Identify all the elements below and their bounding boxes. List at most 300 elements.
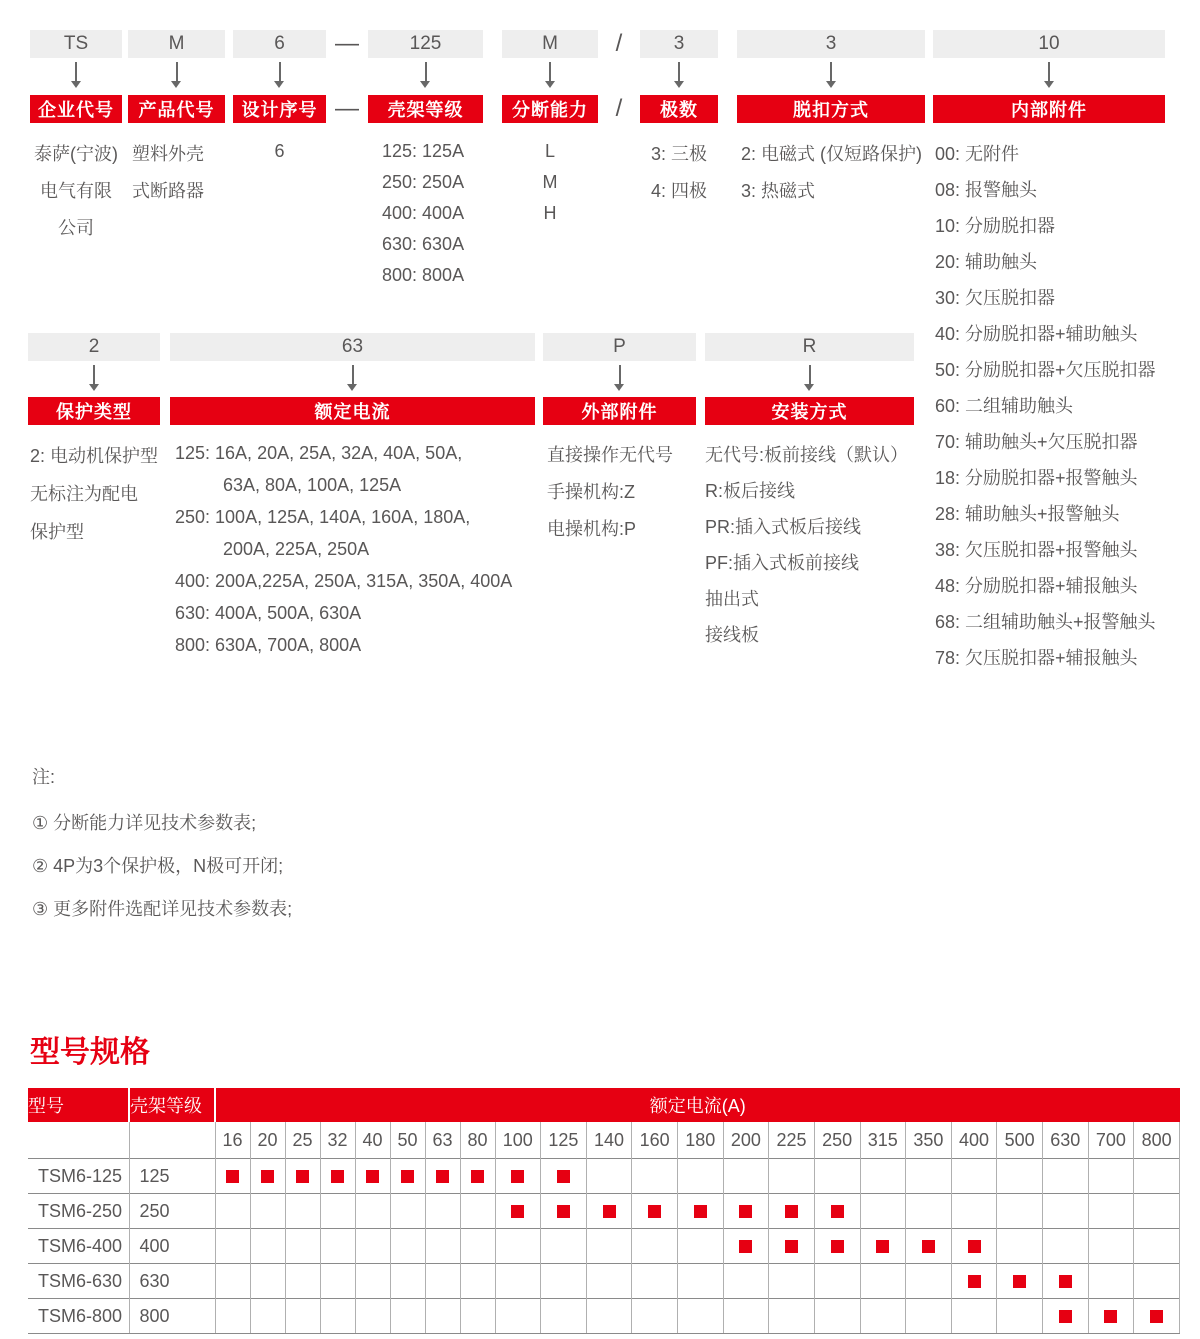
- availability-cell: [1088, 1229, 1134, 1264]
- list-item: 无代号:板前接线（默认）: [705, 445, 908, 465]
- availability-cell: [285, 1299, 320, 1334]
- availability-cell: [632, 1159, 678, 1194]
- list-item: 4: 四极: [650, 181, 707, 201]
- availability-cell: [1134, 1264, 1180, 1299]
- availability-cell: [250, 1264, 285, 1299]
- section-header: 企业代号: [30, 95, 122, 123]
- spec-table: [28, 1088, 1180, 1334]
- availability-cell: [1088, 1299, 1134, 1334]
- availability-cell: [215, 1194, 250, 1229]
- availability-cell: [1043, 1229, 1089, 1264]
- availability-cell: [390, 1229, 425, 1264]
- rated-current-mark-icon: [831, 1240, 844, 1253]
- availability-cell: [814, 1159, 860, 1194]
- list-item: 250: 250A: [382, 172, 465, 192]
- availability-cell: [320, 1229, 355, 1264]
- section-header: 脱扣方式: [737, 95, 925, 123]
- availability-cell: [1134, 1194, 1180, 1229]
- down-arrow-icon: [176, 62, 178, 81]
- availability-cell: [723, 1229, 769, 1264]
- rated-current-mark-icon: [739, 1205, 752, 1218]
- rated-current-mark-icon: [1013, 1275, 1026, 1288]
- availability-cell: [250, 1194, 285, 1229]
- availability-cell: [586, 1159, 632, 1194]
- dash-separator: —: [335, 95, 359, 122]
- availability-cell: [906, 1159, 952, 1194]
- option-list: [233, 136, 326, 167]
- availability-cell: [320, 1159, 355, 1194]
- current-value-cell: 50: [390, 1122, 425, 1159]
- current-value-cell: 125: [541, 1122, 587, 1159]
- availability-cell: [1134, 1159, 1180, 1194]
- availability-cell: [460, 1159, 495, 1194]
- rated-current-mark-icon: [226, 1170, 239, 1183]
- availability-cell: [390, 1264, 425, 1299]
- availability-cell: [951, 1264, 997, 1299]
- availability-cell: [460, 1229, 495, 1264]
- availability-cell: [678, 1159, 724, 1194]
- rated-current-mark-icon: [331, 1170, 344, 1183]
- rated-current-mark-icon: [1104, 1310, 1117, 1323]
- list-item: 50: 分励脱扣器+欠压脱扣器: [935, 360, 1156, 380]
- option-list: [547, 437, 673, 548]
- list-item: 式断路器: [132, 181, 204, 201]
- option-list: [30, 437, 158, 551]
- availability-cell: [951, 1194, 997, 1229]
- availability-cell: [425, 1264, 460, 1299]
- availability-cell: [320, 1194, 355, 1229]
- availability-cell: [906, 1194, 952, 1229]
- option-list: [30, 136, 122, 247]
- availability-cell: [285, 1229, 320, 1264]
- availability-cell: [1088, 1264, 1134, 1299]
- down-arrow-icon: [93, 365, 95, 384]
- current-value-cell: 225: [769, 1122, 815, 1159]
- current-value-cell: 32: [320, 1122, 355, 1159]
- current-value-cell: 350: [906, 1122, 952, 1159]
- section-header: 内部附件: [933, 95, 1165, 123]
- note-item: ③ 更多附件选配详见技术参数表;: [32, 899, 293, 919]
- current-value-cell: 315: [860, 1122, 906, 1159]
- down-arrow-icon: [1048, 62, 1050, 81]
- rated-current-mark-icon: [1059, 1275, 1072, 1288]
- notes-list: [32, 802, 292, 931]
- availability-cell: [285, 1194, 320, 1229]
- table-header-row: [28, 1088, 1180, 1122]
- current-value-cell: 400: [951, 1122, 997, 1159]
- current-value-cell: 20: [250, 1122, 285, 1159]
- list-item: 00: 无附件: [935, 144, 1020, 164]
- current-value-cell: 800: [1134, 1122, 1180, 1159]
- availability-cell: [320, 1264, 355, 1299]
- notes-section: [32, 762, 292, 931]
- code-box: 2: [28, 333, 160, 361]
- availability-cell: [997, 1194, 1043, 1229]
- code-box: TS: [30, 30, 122, 58]
- list-item: 18: 分励脱扣器+报警触头: [935, 468, 1138, 488]
- availability-cell: [769, 1159, 815, 1194]
- code-box: 3: [737, 30, 925, 58]
- down-arrow-icon: [619, 365, 621, 384]
- availability-cell: [814, 1229, 860, 1264]
- availability-cell: [250, 1229, 285, 1264]
- list-item: 电操机构:P: [547, 519, 637, 539]
- current-value-cell: 25: [285, 1122, 320, 1159]
- availability-cell: [997, 1159, 1043, 1194]
- rated-current-mark-icon: [1150, 1310, 1163, 1323]
- section-header: 壳架等级: [368, 95, 483, 123]
- availability-cell: [1043, 1194, 1089, 1229]
- availability-cell: [814, 1194, 860, 1229]
- list-item: M: [542, 172, 558, 192]
- list-item: 125: 125A: [382, 141, 465, 161]
- availability-cell: [678, 1299, 724, 1334]
- list-item: 公司: [58, 218, 94, 238]
- list-item: 200A, 225A, 250A: [223, 539, 370, 559]
- frame-cell: 250: [129, 1194, 215, 1229]
- list-item: L: [544, 141, 555, 161]
- list-item: 800: 800A: [382, 265, 465, 285]
- list-item: 38: 欠压脱扣器+报警触头: [935, 540, 1138, 560]
- availability-cell: [215, 1264, 250, 1299]
- section-header: 设计序号: [233, 95, 326, 123]
- section-header: 外部附件: [543, 397, 696, 425]
- list-item: 抽出式: [705, 589, 759, 609]
- availability-cell: [769, 1299, 815, 1334]
- code-box: M: [128, 30, 225, 58]
- rated-current-mark-icon: [831, 1205, 844, 1218]
- rated-current-mark-icon: [511, 1170, 524, 1183]
- table-row: [28, 1229, 1180, 1264]
- list-item: 400: 400A: [382, 203, 465, 223]
- availability-cell: [495, 1194, 541, 1229]
- availability-cell: [355, 1194, 390, 1229]
- availability-cell: [632, 1229, 678, 1264]
- rated-current-mark-icon: [968, 1275, 981, 1288]
- code-box: M: [502, 30, 598, 58]
- availability-cell: [495, 1264, 541, 1299]
- code-box: 63: [170, 333, 535, 361]
- code-box: 3: [640, 30, 718, 58]
- frame-cell: 400: [129, 1229, 215, 1264]
- current-value-cell: 63: [425, 1122, 460, 1159]
- code-box: 10: [933, 30, 1165, 58]
- availability-cell: [951, 1299, 997, 1334]
- availability-cell: [1134, 1299, 1180, 1334]
- list-item: 20: 辅助触头: [935, 252, 1038, 272]
- down-arrow-icon: [425, 62, 427, 81]
- availability-cell: [586, 1299, 632, 1334]
- availability-cell: [541, 1264, 587, 1299]
- current-value-cell: 180: [678, 1122, 724, 1159]
- table-row: [28, 1264, 1180, 1299]
- section-header: 额定电流: [170, 397, 535, 425]
- rated-current-mark-icon: [296, 1170, 309, 1183]
- list-item: 400: 200A,225A, 250A, 315A, 350A, 400A: [175, 571, 513, 591]
- availability-cell: [723, 1299, 769, 1334]
- availability-cell: [425, 1229, 460, 1264]
- availability-cell: [586, 1264, 632, 1299]
- availability-cell: [355, 1159, 390, 1194]
- availability-cell: [860, 1194, 906, 1229]
- frame-cell: 800: [129, 1299, 215, 1334]
- list-item: 手操机构:Z: [547, 482, 635, 502]
- model-cell: TSM6-125: [28, 1159, 129, 1194]
- down-arrow-icon: [352, 365, 354, 384]
- header-rated-current: 额定电流(A): [215, 1088, 1180, 1122]
- header-frame: 壳架等级: [129, 1088, 215, 1122]
- section-header: 产品代号: [128, 95, 225, 123]
- rated-current-mark-icon: [785, 1205, 798, 1218]
- spec-table-title: 型号规格: [30, 1036, 150, 1069]
- slash-separator: /: [615, 95, 623, 122]
- current-value-cell: 700: [1088, 1122, 1134, 1159]
- note-item: ① 分断能力详见技术参数表;: [32, 813, 257, 833]
- model-cell: TSM6-400: [28, 1229, 129, 1264]
- list-item: 08: 报警触头: [935, 180, 1038, 200]
- availability-cell: [541, 1299, 587, 1334]
- list-item: 250: 100A, 125A, 140A, 160A, 180A,: [175, 507, 471, 527]
- list-item: 60: 二组辅助触头: [935, 396, 1074, 416]
- availability-cell: [723, 1159, 769, 1194]
- current-value-cell: 630: [1043, 1122, 1089, 1159]
- rated-current-mark-icon: [261, 1170, 274, 1183]
- list-item: 3: 三极: [650, 144, 707, 164]
- down-arrow-icon: [549, 62, 551, 81]
- list-item: 78: 欠压脱扣器+辅报触头: [935, 648, 1138, 668]
- down-arrow-icon: [75, 62, 77, 81]
- down-arrow-icon: [678, 62, 680, 81]
- availability-cell: [678, 1264, 724, 1299]
- list-item: 70: 辅助触头+欠压脱扣器: [935, 432, 1138, 452]
- option-list: [741, 136, 922, 210]
- blank-cell: [129, 1122, 215, 1159]
- availability-cell: [425, 1194, 460, 1229]
- dash-separator: —: [335, 30, 359, 57]
- current-value-cell: 250: [814, 1122, 860, 1159]
- code-box: P: [543, 333, 696, 361]
- code-box: 6: [233, 30, 326, 58]
- availability-cell: [460, 1264, 495, 1299]
- table-row: [28, 1299, 1180, 1334]
- list-item: 塑料外壳: [132, 144, 204, 164]
- option-list: [705, 437, 908, 653]
- availability-cell: [814, 1299, 860, 1334]
- availability-cell: [285, 1159, 320, 1194]
- list-item: 40: 分励脱扣器+辅助触头: [935, 324, 1138, 344]
- availability-cell: [723, 1194, 769, 1229]
- availability-cell: [495, 1299, 541, 1334]
- availability-cell: [951, 1159, 997, 1194]
- availability-cell: [586, 1229, 632, 1264]
- availability-cell: [1088, 1194, 1134, 1229]
- list-item: 电气有限: [40, 181, 112, 201]
- availability-cell: [906, 1299, 952, 1334]
- option-list: [382, 136, 464, 291]
- availability-cell: [285, 1264, 320, 1299]
- availability-cell: [860, 1299, 906, 1334]
- list-item: 无标注为配电: [30, 484, 138, 504]
- current-value-cell: 500: [997, 1122, 1043, 1159]
- rated-current-mark-icon: [436, 1170, 449, 1183]
- current-value-cell: 160: [632, 1122, 678, 1159]
- rated-current-mark-icon: [511, 1205, 524, 1218]
- availability-cell: [1043, 1264, 1089, 1299]
- list-item: 接线板: [705, 625, 759, 645]
- model-cell: TSM6-800: [28, 1299, 129, 1334]
- availability-cell: [355, 1299, 390, 1334]
- availability-cell: [997, 1229, 1043, 1264]
- down-arrow-icon: [809, 365, 811, 384]
- list-item: 630: 400A, 500A, 630A: [175, 603, 362, 623]
- availability-cell: [495, 1229, 541, 1264]
- availability-cell: [814, 1264, 860, 1299]
- availability-cell: [460, 1299, 495, 1334]
- current-value-cell: 80: [460, 1122, 495, 1159]
- availability-cell: [425, 1299, 460, 1334]
- list-item: PF:插入式板前接线: [705, 553, 860, 573]
- rated-current-mark-icon: [401, 1170, 414, 1183]
- availability-cell: [425, 1159, 460, 1194]
- availability-cell: [215, 1229, 250, 1264]
- availability-cell: [390, 1159, 425, 1194]
- list-item: 直接操作无代号: [547, 445, 673, 465]
- option-list: [935, 136, 1156, 676]
- rated-current-mark-icon: [1059, 1310, 1072, 1323]
- availability-cell: [320, 1299, 355, 1334]
- availability-cell: [250, 1299, 285, 1334]
- list-item: 2: 电磁式 (仅短路保护): [741, 144, 923, 164]
- availability-cell: [769, 1194, 815, 1229]
- rated-current-mark-icon: [694, 1205, 707, 1218]
- section-header: 极数: [640, 95, 718, 123]
- list-item: 630: 630A: [382, 234, 465, 254]
- list-item: R:板后接线: [705, 481, 795, 501]
- availability-cell: [860, 1159, 906, 1194]
- list-item: 63A, 80A, 100A, 125A: [223, 475, 402, 495]
- availability-cell: [632, 1194, 678, 1229]
- option-list: [175, 437, 512, 661]
- option-list: [132, 136, 204, 210]
- availability-cell: [678, 1194, 724, 1229]
- current-values-row: [28, 1122, 1180, 1159]
- list-item: 泰萨(宁波): [34, 144, 118, 164]
- list-item: 2: 电动机保护型: [30, 446, 159, 466]
- list-item: 125: 16A, 20A, 25A, 32A, 40A, 50A,: [175, 443, 463, 463]
- table-row: [28, 1194, 1180, 1229]
- availability-cell: [1043, 1299, 1089, 1334]
- list-item: 28: 辅助触头+报警触头: [935, 504, 1120, 524]
- availability-cell: [355, 1264, 390, 1299]
- availability-cell: [632, 1264, 678, 1299]
- current-value-cell: 40: [355, 1122, 390, 1159]
- availability-cell: [495, 1159, 541, 1194]
- spec-table-body: [28, 1088, 1180, 1334]
- list-item: 6: [274, 141, 285, 161]
- list-item: 30: 欠压脱扣器: [935, 288, 1056, 308]
- availability-cell: [951, 1229, 997, 1264]
- section-header: 分断能力: [502, 95, 598, 123]
- rated-current-mark-icon: [366, 1170, 379, 1183]
- table-row: [28, 1159, 1180, 1194]
- current-value-cell: 100: [495, 1122, 541, 1159]
- availability-cell: [215, 1299, 250, 1334]
- availability-cell: [215, 1159, 250, 1194]
- availability-cell: [541, 1229, 587, 1264]
- section-header: 安装方式: [705, 397, 914, 425]
- rated-current-mark-icon: [968, 1240, 981, 1253]
- list-item: PR:插入式板后接线: [705, 517, 862, 537]
- availability-cell: [1134, 1229, 1180, 1264]
- rated-current-mark-icon: [557, 1205, 570, 1218]
- rated-current-mark-icon: [739, 1240, 752, 1253]
- availability-cell: [860, 1229, 906, 1264]
- availability-cell: [541, 1159, 587, 1194]
- availability-cell: [460, 1194, 495, 1229]
- rated-current-mark-icon: [922, 1240, 935, 1253]
- list-item: 10: 分励脱扣器: [935, 216, 1056, 236]
- availability-cell: [769, 1264, 815, 1299]
- current-value-cell: 16: [215, 1122, 250, 1159]
- availability-cell: [355, 1229, 390, 1264]
- availability-cell: [586, 1194, 632, 1229]
- model-cell: TSM6-250: [28, 1194, 129, 1229]
- list-item: 48: 分励脱扣器+辅报触头: [935, 576, 1138, 596]
- blank-cell: [28, 1122, 129, 1159]
- availability-cell: [860, 1264, 906, 1299]
- list-item: 68: 二组辅助触头+报警触头: [935, 612, 1156, 632]
- slash-separator: /: [615, 30, 623, 57]
- notes-label: 注:: [32, 767, 56, 787]
- availability-cell: [250, 1159, 285, 1194]
- list-item: 3: 热磁式: [741, 181, 816, 201]
- list-item: 保护型: [30, 522, 84, 542]
- rated-current-mark-icon: [603, 1205, 616, 1218]
- availability-cell: [997, 1299, 1043, 1334]
- availability-cell: [1043, 1159, 1089, 1194]
- rated-current-mark-icon: [876, 1240, 889, 1253]
- list-item: 800: 630A, 700A, 800A: [175, 635, 362, 655]
- rated-current-mark-icon: [648, 1205, 661, 1218]
- code-box: R: [705, 333, 914, 361]
- availability-cell: [632, 1299, 678, 1334]
- header-model: 型号: [28, 1088, 129, 1122]
- availability-cell: [723, 1264, 769, 1299]
- section-header: 保护类型: [28, 397, 160, 425]
- availability-cell: [390, 1194, 425, 1229]
- down-arrow-icon: [279, 62, 281, 81]
- availability-cell: [678, 1229, 724, 1264]
- option-list: [640, 136, 718, 210]
- availability-cell: [906, 1264, 952, 1299]
- rated-current-mark-icon: [471, 1170, 484, 1183]
- availability-cell: [1088, 1159, 1134, 1194]
- availability-cell: [541, 1194, 587, 1229]
- frame-cell: 630: [129, 1264, 215, 1299]
- current-value-cell: 140: [586, 1122, 632, 1159]
- current-value-cell: 200: [723, 1122, 769, 1159]
- note-item: ② 4P为3个保护极，N极可开闭;: [32, 856, 284, 876]
- availability-cell: [997, 1264, 1043, 1299]
- availability-cell: [390, 1299, 425, 1334]
- option-list: [502, 136, 598, 229]
- rated-current-mark-icon: [557, 1170, 570, 1183]
- availability-cell: [906, 1229, 952, 1264]
- model-cell: TSM6-630: [28, 1264, 129, 1299]
- down-arrow-icon: [830, 62, 832, 81]
- code-box: 125: [368, 30, 483, 58]
- list-item: H: [543, 203, 557, 223]
